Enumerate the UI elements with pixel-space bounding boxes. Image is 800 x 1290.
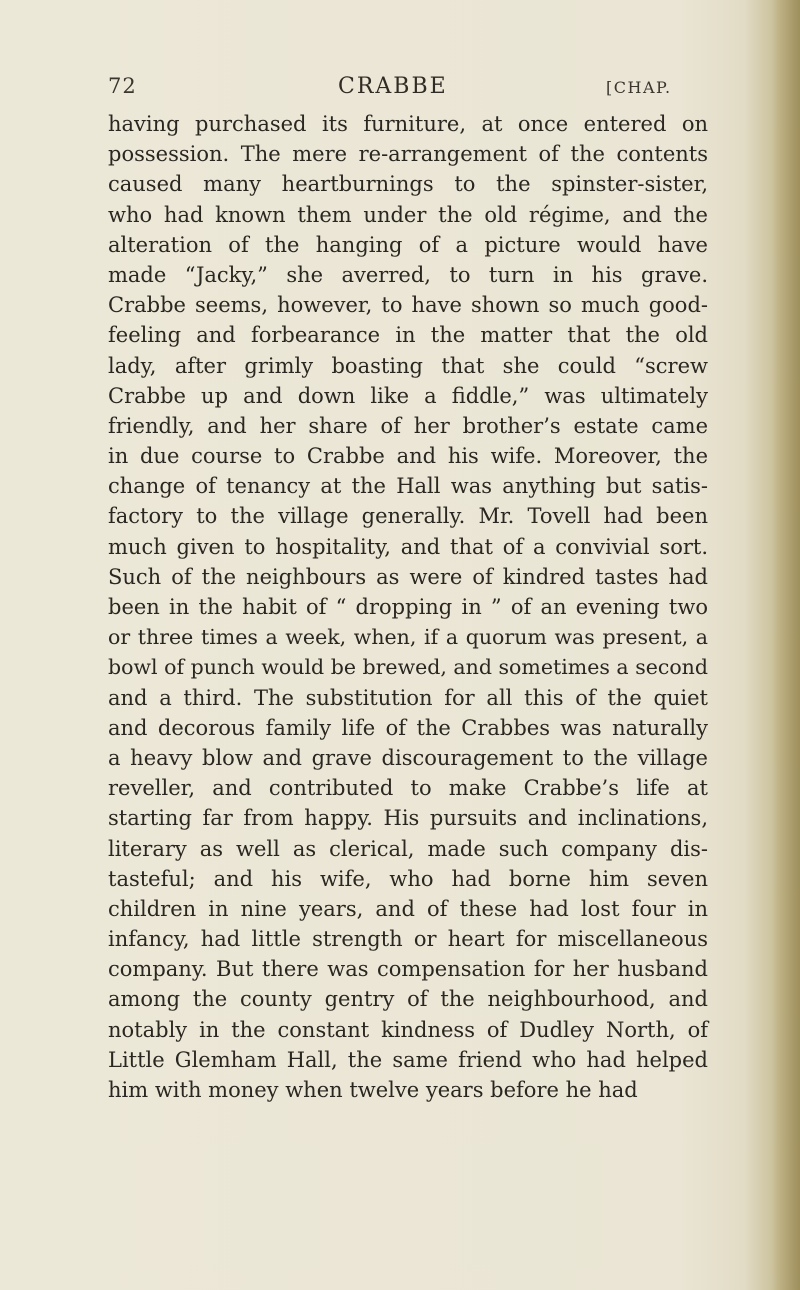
text-line: factory to the village generally. Mr. Tovell had been bbox=[108, 504, 708, 529]
text-line: alteration of the hanging of a picture would have bbox=[108, 232, 708, 257]
text-line: or three times a week, when, if a quorum was present, a bbox=[108, 625, 708, 650]
text-line: friendly, and her share of her brother’s estate came bbox=[108, 413, 708, 438]
text-line: much given to hospitality, and that of a convivial sort. bbox=[108, 534, 708, 559]
text-line: been in the habit of “ dropping in ” of an evening two bbox=[108, 595, 708, 619]
running-head: CRABBE bbox=[338, 74, 448, 99]
text-line: having purchased its furniture, at once entered on bbox=[108, 112, 708, 136]
page-number: 72 bbox=[108, 74, 137, 98]
text-line: lady, after grimly boasting that she could “screw bbox=[108, 353, 708, 378]
text-line: in due course to Crabbe and his wife. Moreover, the bbox=[108, 444, 708, 469]
text-line: tasteful; and his wife, who had borne him seven bbox=[108, 866, 708, 891]
page-edge-shadow bbox=[772, 0, 800, 1290]
text-line: Such of the neighbours as were of kindred tastes had bbox=[108, 564, 708, 589]
chapter-mark: [CHAP. bbox=[606, 78, 672, 97]
text-line: change of tenancy at the Hall was anything but satis- bbox=[108, 474, 708, 499]
text-line: and decorous family life of the Crabbes was naturally bbox=[108, 715, 708, 740]
text-line: children in nine years, and of these had lost four in bbox=[108, 896, 708, 921]
text-line: among the county gentry of the neighbourhood, and bbox=[108, 987, 708, 1012]
text-line: bowl of punch would be brewed, and sometimes a second bbox=[108, 655, 708, 680]
text-line: and a third. The substitution for all this of the quiet bbox=[108, 685, 708, 710]
text-line: made “Jacky,” she averred, to turn in his grave. bbox=[108, 262, 708, 287]
text-line: reveller, and contributed to make Crabbe’s life at bbox=[108, 776, 708, 801]
text-line: Crabbe up and down like a fiddle,” was ultimately bbox=[108, 383, 708, 408]
text-line: possession. The mere re-arrangement of the contents bbox=[108, 142, 708, 167]
text-line: a heavy blow and grave discouragement to the village bbox=[108, 745, 708, 770]
text-line: who had known them under the old régime, and the bbox=[108, 202, 708, 227]
text-line: literary as well as clerical, made such company dis- bbox=[108, 836, 708, 861]
text-line: him with money when twelve years before he had bbox=[108, 1078, 638, 1102]
text-line: caused many heartburnings to the spinster-sister, bbox=[108, 172, 708, 197]
text-line: notably in the constant kindness of Dudley North, of bbox=[108, 1017, 708, 1042]
page-header bbox=[108, 74, 708, 114]
text-line: Crabbe seems, however, to have shown so much good- bbox=[108, 293, 708, 318]
text-line: Little Glemham Hall, the same friend who had helped bbox=[108, 1047, 708, 1072]
text-line: infancy, had little strength or heart for miscellaneous bbox=[108, 927, 708, 952]
text-line: company. But there was compensation for her husband bbox=[108, 957, 708, 982]
text-line: starting far from happy. His pursuits and inclinations, bbox=[108, 806, 708, 831]
body-paragraph bbox=[108, 109, 728, 1105]
text-line: feeling and forbearance in the matter that the old bbox=[108, 323, 708, 348]
